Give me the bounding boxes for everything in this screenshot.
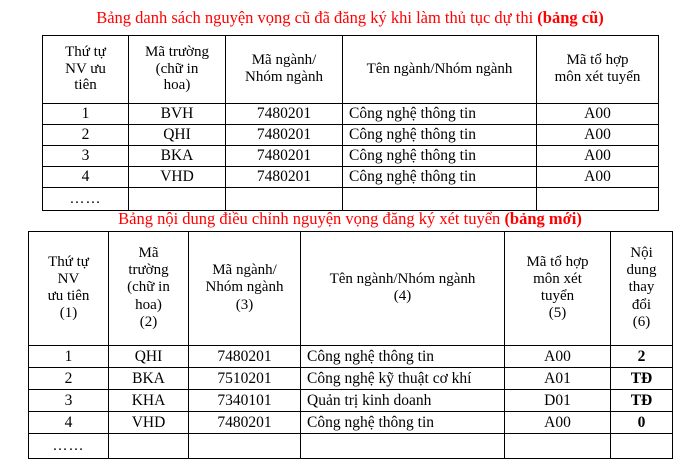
- table-row: [43, 146, 659, 167]
- cell-ellipsis: ……: [43, 188, 129, 211]
- cell-change-content: 0: [611, 412, 673, 434]
- cell-school-code: KHA: [109, 390, 189, 412]
- cell-school-code: VHD: [129, 167, 226, 188]
- cell-major-code: 7480201: [226, 104, 343, 125]
- table-row-ellipsis: [29, 434, 673, 459]
- cell-subject-combination: D01: [505, 390, 611, 412]
- cell-subject-combination: A00: [505, 346, 611, 368]
- cell-subject-combination: A00: [505, 412, 611, 434]
- old-table-title-bold: (bảng cũ): [537, 8, 604, 27]
- old-registration-table: [42, 35, 659, 211]
- cell-major-name: Công nghệ kỹ thuật cơ khí: [301, 368, 505, 390]
- table-row-ellipsis: [43, 188, 659, 211]
- cell-school-code: BKA: [129, 146, 226, 167]
- cell-major-name: Quản trị kinh doanh: [301, 390, 505, 412]
- cell-school-code-empty: [109, 434, 189, 459]
- header-change-content: Nội dung thay đổi (6): [611, 232, 673, 346]
- table-header-row: [29, 232, 673, 346]
- cell-major-name: Công nghệ thông tin: [343, 167, 537, 188]
- cell-major-name: Công nghệ thông tin: [343, 146, 537, 167]
- cell-major-code: 7480201: [226, 125, 343, 146]
- cell-school-code: BKA: [109, 368, 189, 390]
- cell-school-code-empty: [129, 188, 226, 211]
- header-subject-combination: Mã tổ hợp môn xét tuyển: [537, 36, 659, 104]
- cell-subject-combination-empty: [537, 188, 659, 211]
- cell-priority-order: 1: [29, 346, 109, 368]
- header-major-name: Tên ngành/Nhóm ngành: [343, 36, 537, 104]
- cell-major-name-empty: [343, 188, 537, 211]
- table-row: [43, 104, 659, 125]
- cell-school-code: VHD: [109, 412, 189, 434]
- table-row: [29, 368, 673, 390]
- cell-subject-combination: A00: [537, 104, 659, 125]
- cell-priority-order: 2: [29, 368, 109, 390]
- table-row: [29, 346, 673, 368]
- cell-subject-combination-empty: [505, 434, 611, 459]
- cell-ellipsis: ……: [29, 434, 109, 459]
- cell-subject-combination: A01: [505, 368, 611, 390]
- table-row: [43, 167, 659, 188]
- cell-major-name: Công nghệ thông tin: [343, 104, 537, 125]
- new-table-title: [0, 211, 700, 228]
- cell-major-name: Công nghệ thông tin: [301, 346, 505, 368]
- cell-priority-order: 2: [43, 125, 129, 146]
- cell-major-code: 7480201: [226, 146, 343, 167]
- header-school-code: Mã trường (chữ in hoa) (2): [109, 232, 189, 346]
- cell-change-content: TĐ: [611, 390, 673, 412]
- cell-major-code: 7340101: [189, 390, 301, 412]
- header-priority-order: Thứ tự NV ưu tiên: [43, 36, 129, 104]
- header-subject-combination: Mã tổ hợp môn xét tuyển (5): [505, 232, 611, 346]
- table-header-row: [43, 36, 659, 104]
- cell-subject-combination: A00: [537, 146, 659, 167]
- cell-major-name: Công nghệ thông tin: [343, 125, 537, 146]
- header-school-code: Mã trường (chữ in hoa): [129, 36, 226, 104]
- cell-subject-combination: A00: [537, 125, 659, 146]
- cell-school-code: QHI: [129, 125, 226, 146]
- cell-priority-order: 4: [29, 412, 109, 434]
- cell-change-content: TĐ: [611, 368, 673, 390]
- cell-priority-order: 3: [29, 390, 109, 412]
- cell-priority-order: 4: [43, 167, 129, 188]
- cell-school-code: BVH: [129, 104, 226, 125]
- new-table-title-main: Bảng nội dung điều chỉnh nguyện vọng đăng ký xét tuyển: [118, 209, 505, 228]
- cell-major-code: 7510201: [189, 368, 301, 390]
- cell-major-code: 7480201: [189, 346, 301, 368]
- cell-major-name-empty: [301, 434, 505, 459]
- table-row: [29, 412, 673, 434]
- table-row: [29, 390, 673, 412]
- old-table-title: [0, 10, 700, 27]
- table-row: [43, 125, 659, 146]
- cell-priority-order: 3: [43, 146, 129, 167]
- cell-change-content-empty: [611, 434, 673, 459]
- header-major-code: Mã ngành/ Nhóm ngành: [226, 36, 343, 104]
- new-adjustment-table: [28, 231, 673, 459]
- cell-subject-combination: A00: [537, 167, 659, 188]
- old-table-title-main: Bảng danh sách nguyện vọng cũ đã đăng ký khi làm thủ tục dự thi: [96, 8, 538, 27]
- cell-major-code-empty: [189, 434, 301, 459]
- new-table-title-bold: (bảng mới): [504, 209, 582, 228]
- cell-change-content: 2: [611, 346, 673, 368]
- header-major-code: Mã ngành/ Nhóm ngành (3): [189, 232, 301, 346]
- cell-school-code: QHI: [109, 346, 189, 368]
- cell-priority-order: 1: [43, 104, 129, 125]
- header-major-name: Tên ngành/Nhóm ngành (4): [301, 232, 505, 346]
- cell-major-code: 7480201: [226, 167, 343, 188]
- cell-major-code: 7480201: [189, 412, 301, 434]
- cell-major-name: Công nghệ thông tin: [301, 412, 505, 434]
- header-priority-order: Thứ tự NV ưu tiên (1): [29, 232, 109, 346]
- cell-major-code-empty: [226, 188, 343, 211]
